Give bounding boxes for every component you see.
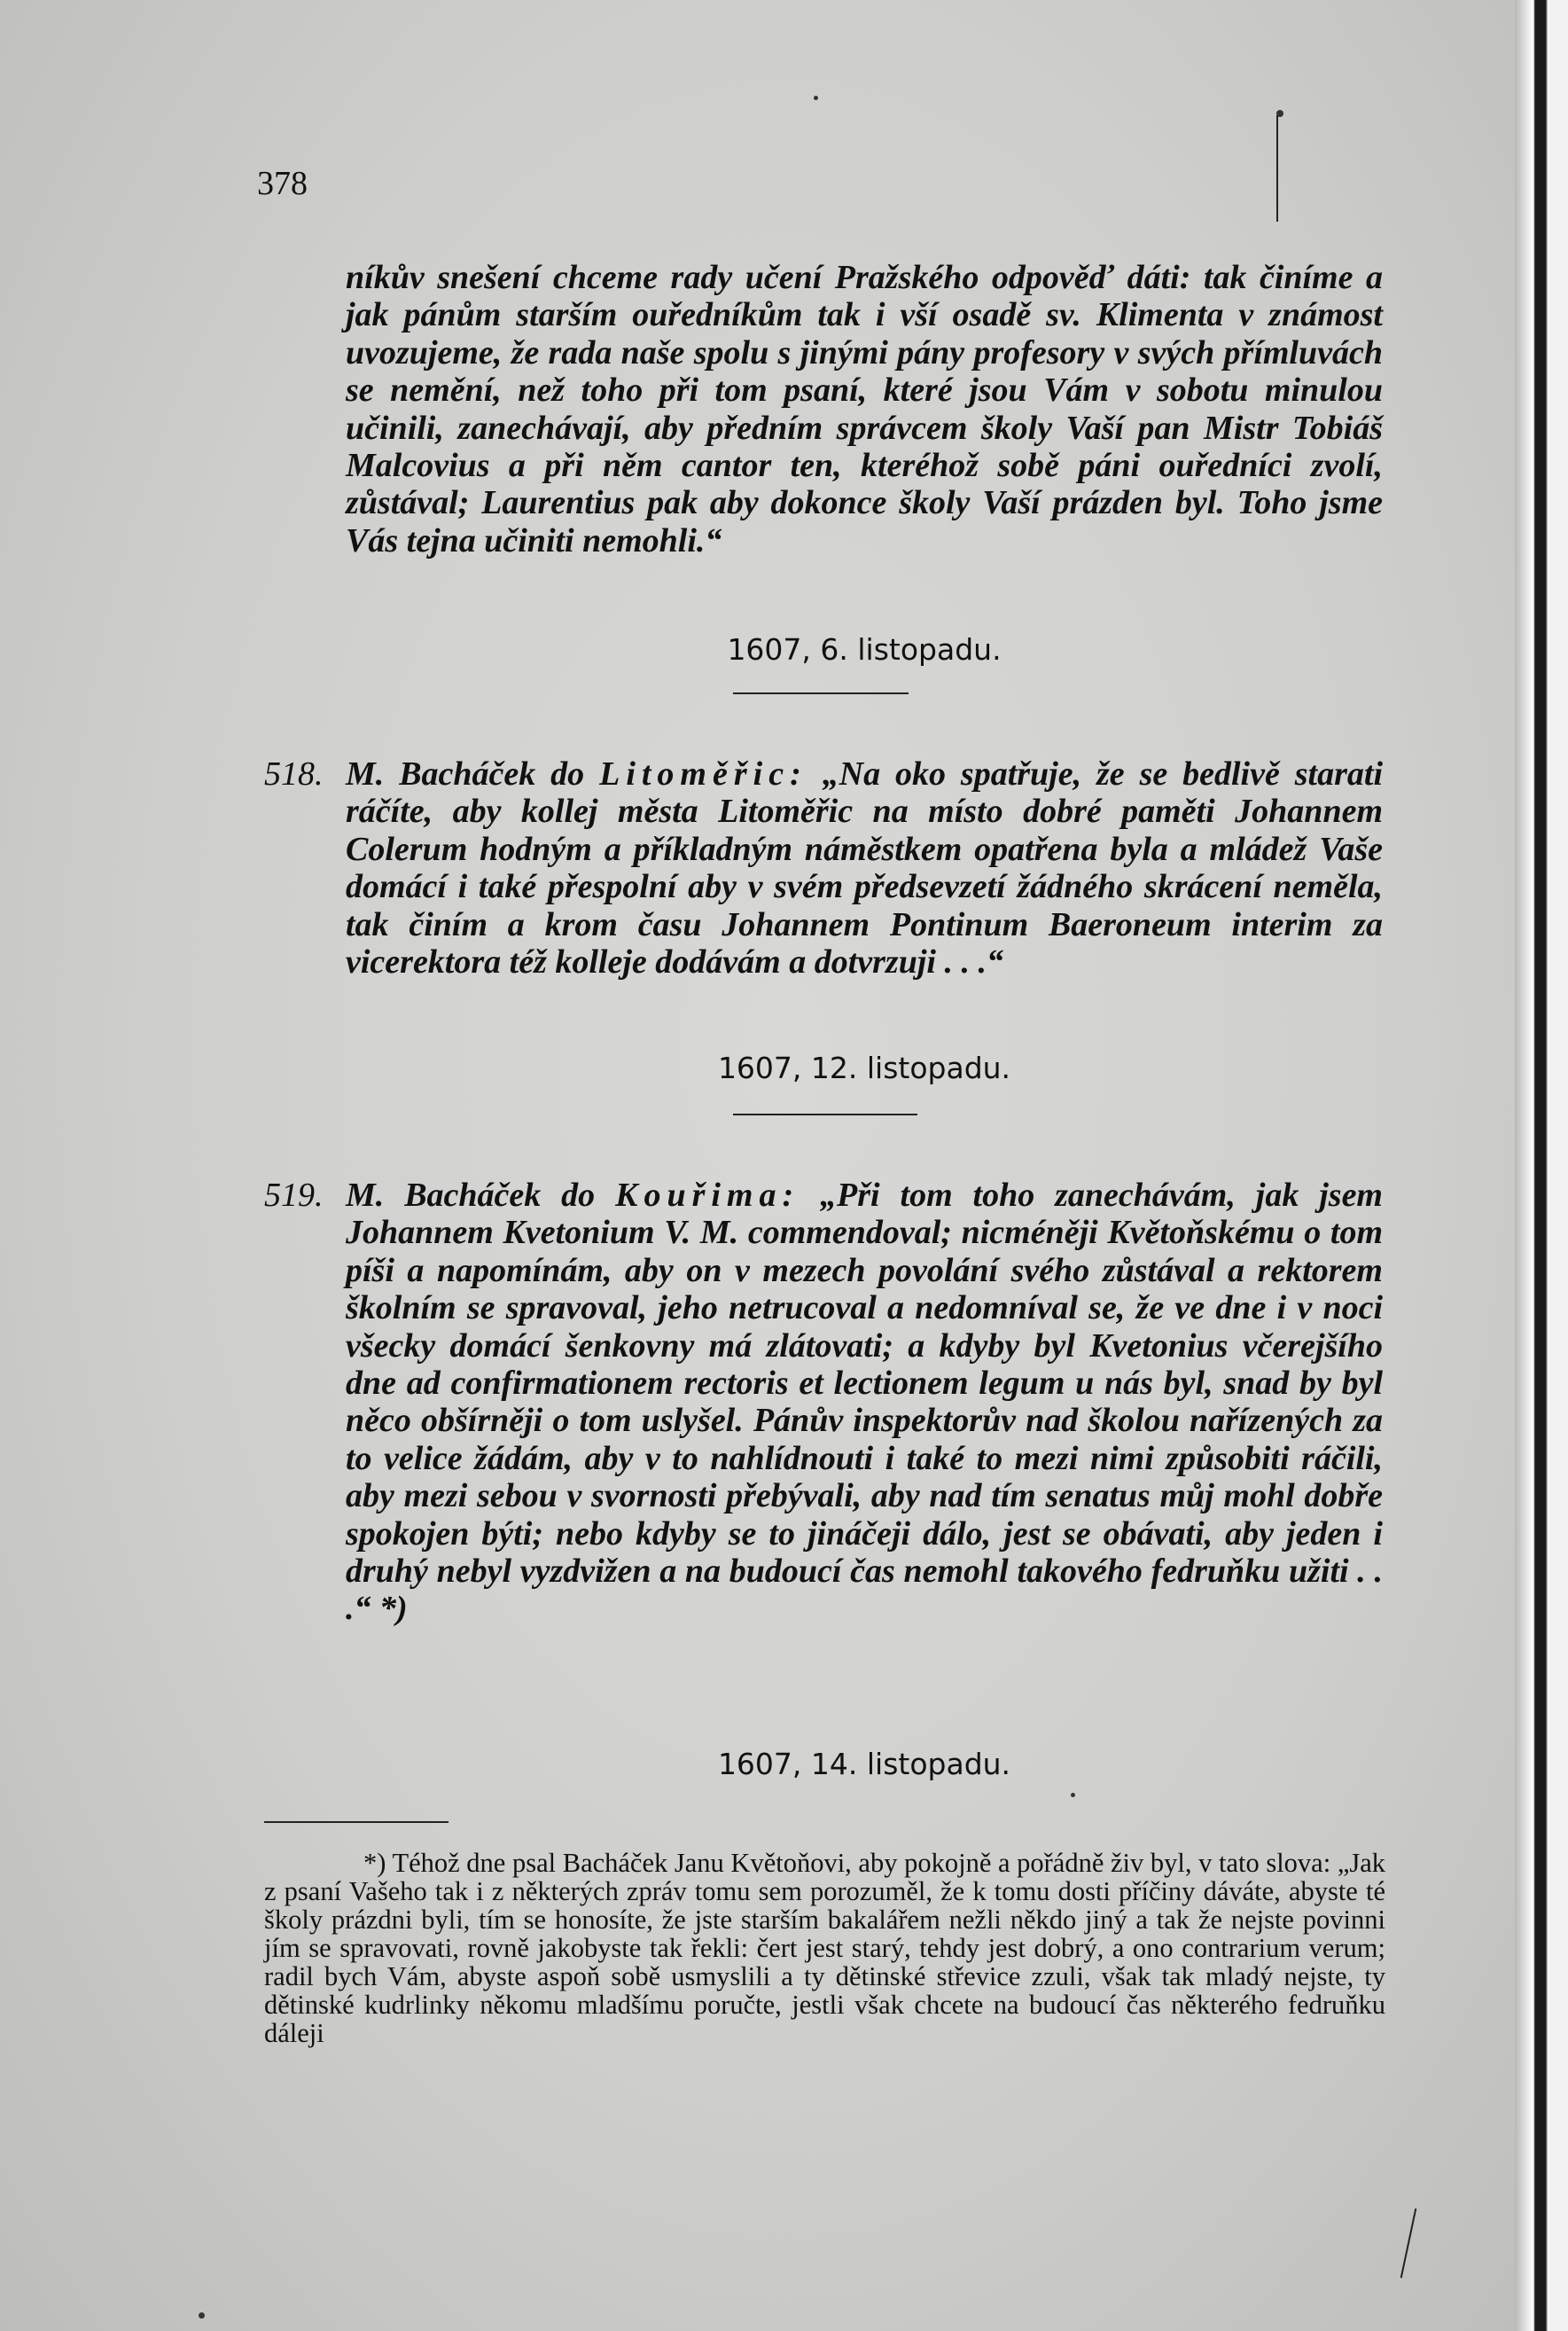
entry-text: „Při tom toho zanechávám, jak jsem Johannem Kvetonium V. M. commendoval; nicméněji Květoňskému o tom píši a napomínám, aby on v mezech povolání svého zůstával a rektorem školním se spravoval, jeho netrucoval a nedomníval se, že ve dne i v noci všecky domácí šenkovny má zlátovati; a kdyby byl Kvetonius včerejšího dne ad confirmationem rectoris et lectionem legum u nás byl, snad by byl něco obšírněji o tom uslyšel. Pánův inspektorův nad školou nařízených za to velice žádám, aby v to nahlídnouti i také to mezi nimi způsobiti ráčili, aby mezi sebou v svornosti přebývali, aby nad tím senatus můj mohl dobře spokojen býti; nebo kdyby se to jináčeji dálo, jest se obávati, aby jeden i druhý nebyl vyzdvižen a na budoucí čas nemohl takového fedruňku užiti . . .“ *) bbox=[346, 1177, 1383, 1628]
entry-number: 518. bbox=[264, 755, 324, 793]
entry-518-date: 1607, 12. listopadu. bbox=[717, 1051, 1011, 1085]
continuation-date: 1607, 6. listopadu. bbox=[727, 632, 1002, 667]
margin-mark bbox=[1276, 115, 1278, 222]
speck bbox=[814, 96, 818, 100]
entry-519-paragraph bbox=[346, 1177, 1383, 1628]
continuation-paragraph: níkův snešení chceme rady učení Pražského odpověď dáti: tak činíme a jak pánům starším ouředníkům tak i vší osadě sv. Klimenta v známost uvozujeme, že rada naše spolu s jinými pány profesory v svých přímluvách se nemění, než toho při tom psaní, které jsou Vám v sobotu minulou učinili, zanechávají, aby předním správcem školy Vaší pan Mistr Tobiáš Malcovius a při něm cantor ten, kteréhož sobě páni ouředníci zvolí, zůstával; Laurentius pak aby dokonce školy Vaší prázden byl. Toho jsme Vás tejna učiniti nemohli.“ bbox=[346, 259, 1383, 559]
entry-519-date: 1607, 14. listopadu. bbox=[717, 1747, 1011, 1781]
entry-518-paragraph bbox=[346, 755, 1383, 981]
entry-number: 519. bbox=[264, 1177, 324, 1214]
entry-text: „Na oko spatřuje, že se bedlivě starati ráčíte, aby kollej města Litoměřic na místo dobré paměti Johannem Colerum hodným a příkladným náměstkem opatřena byla a mládež Vaše domácí i také přespolní aby v svém předsevzetí žádného skrácení neměla, tak činím a krom času Johannem Pontinum Baeroneum interim za vicerektora též kolleje dodávám a dotvrzuji . . .“ bbox=[346, 755, 1384, 982]
footnote-rule bbox=[264, 1821, 449, 1823]
entry-place: Litoměřic: bbox=[599, 755, 807, 793]
page-number: 378 bbox=[257, 165, 308, 202]
entry-author: M. Bacháček do bbox=[346, 1177, 616, 1214]
margin-scratch bbox=[1400, 2209, 1417, 2279]
footnote: *) Téhož dne psal Bacháček Janu Květoňovi, aby pokojně a pořádně živ byl, v tato slova: „Jak z psaní Vašeho tak i z některých zpráv tomu sem porozuměl, že k tomu dosti příčiny dáváte, abyste té školy prázdni byli, tím se honosíte, že jste starším bakalářem nežli někdo jiný a tak že nejste povinni jím se spravovati, rovně jakobyste tak řekli: čert jest starý, tehdy jest dobrý, a ono contrarium verum; radil bych Vám, abyste aspoň sobě usmyslili a ty dětinské střevice zzuli, však tak mladý nejste, ty dětinské kudrlinky někomu mladšímu poručte, jestli však chcete na budoucí čas některého fedruňku dáleji bbox=[264, 1848, 1386, 2048]
entry-author: M. Bacháček do bbox=[346, 755, 600, 793]
speck bbox=[1071, 1793, 1075, 1797]
speck bbox=[199, 2312, 205, 2319]
section-divider bbox=[733, 692, 909, 694]
page-edge-shadow bbox=[1515, 0, 1568, 2331]
entry-place: Kouřima: bbox=[615, 1177, 800, 1214]
section-divider bbox=[733, 1114, 917, 1115]
speck bbox=[1276, 110, 1283, 117]
